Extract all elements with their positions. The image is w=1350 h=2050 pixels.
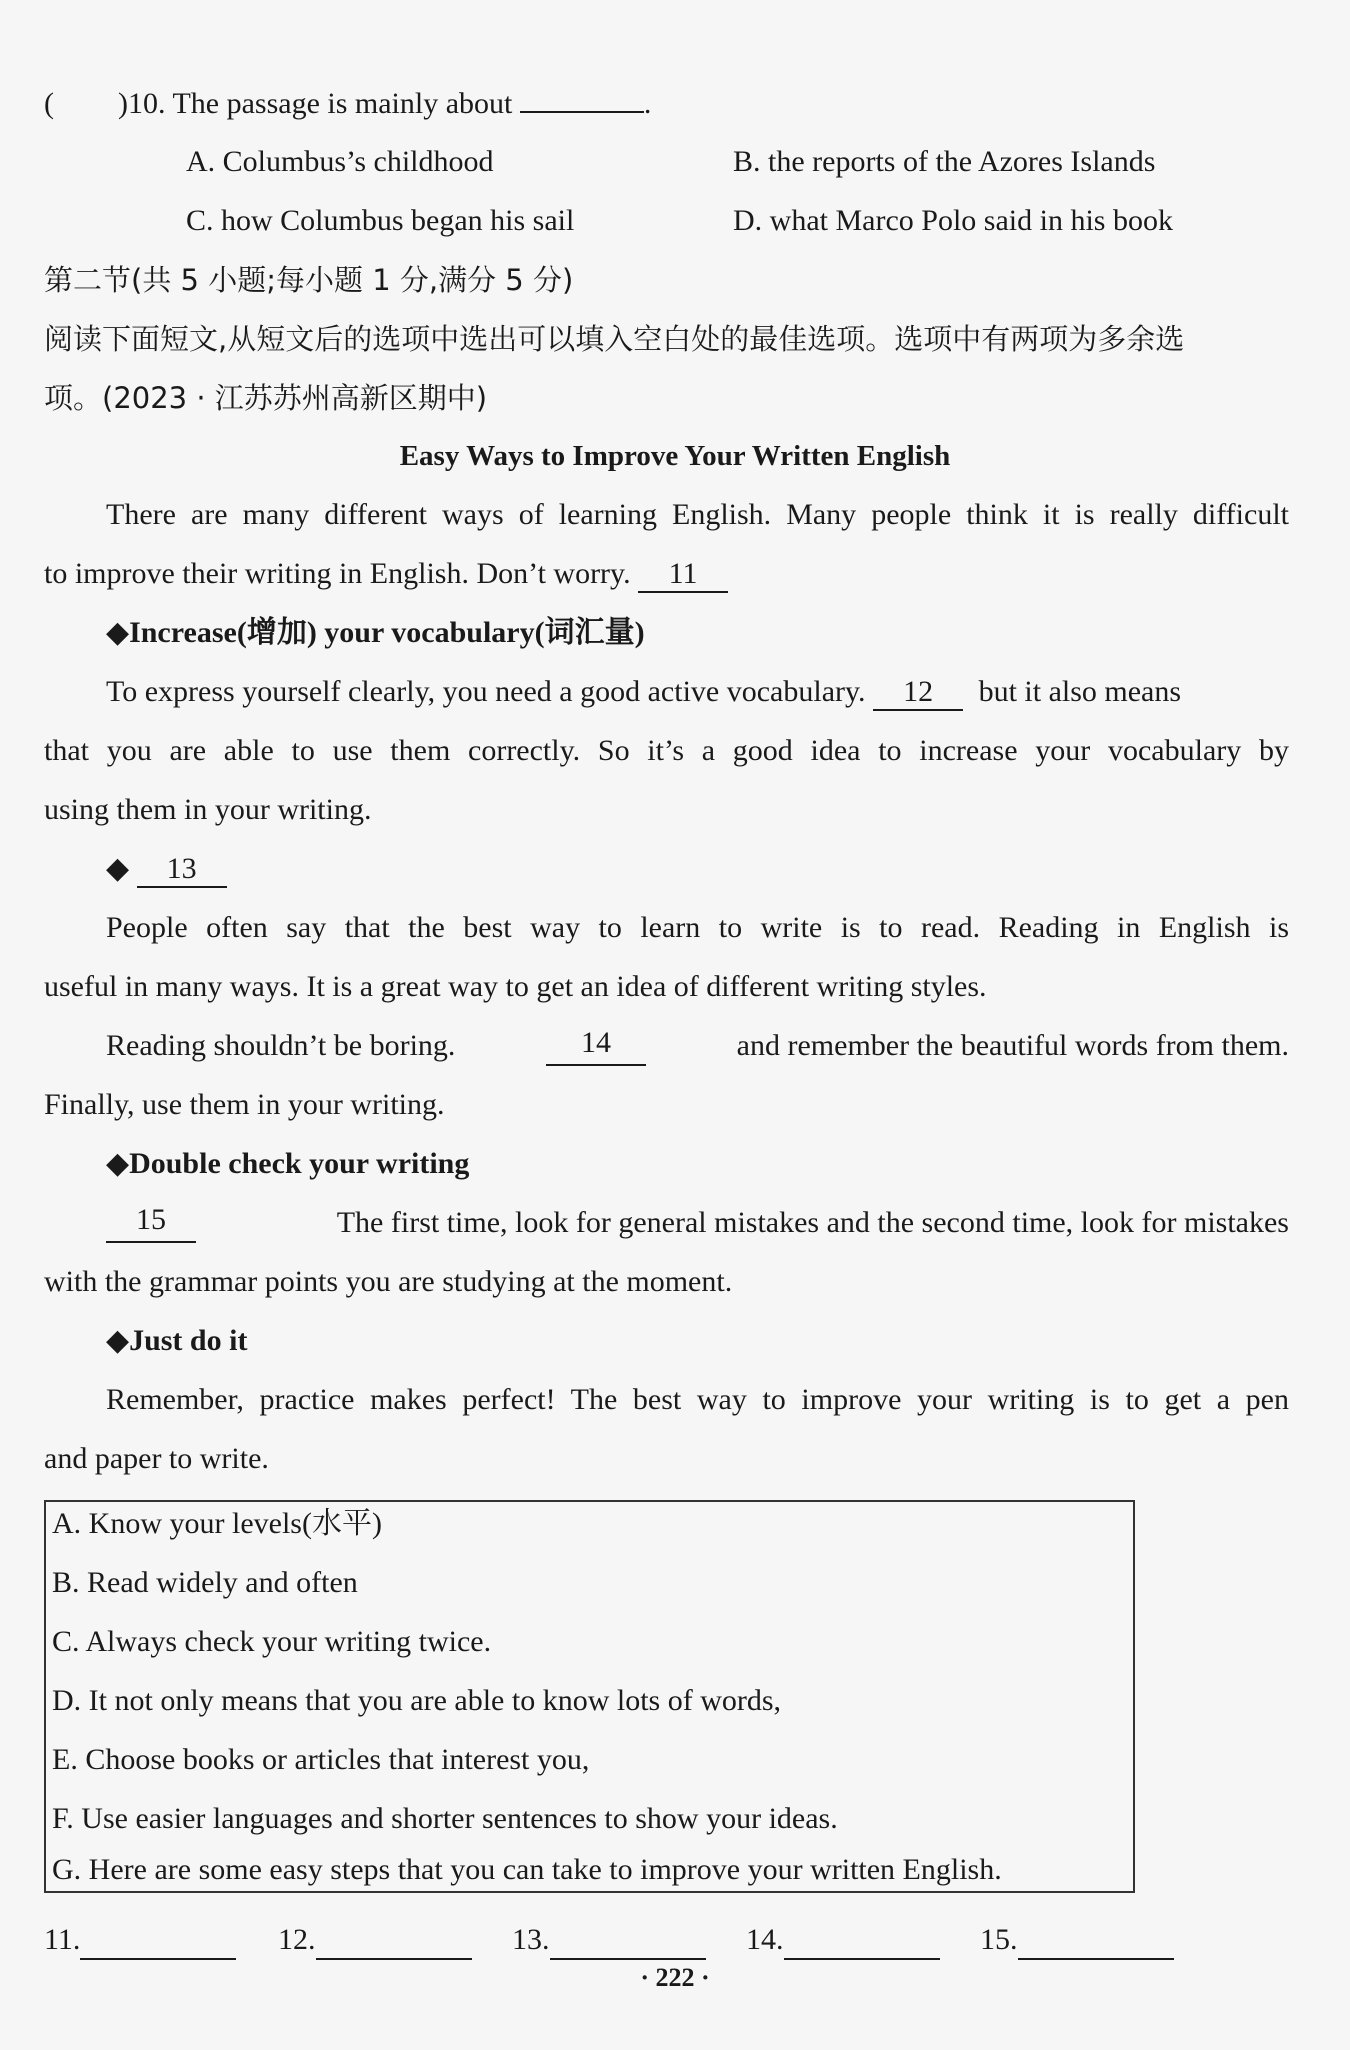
- blank-11: 11: [638, 557, 728, 593]
- answer-11: [44, 1920, 236, 1960]
- p6-line2: and paper to write.: [44, 1442, 269, 1475]
- q10-stem: )10. The passage is mainly about: [118, 87, 513, 120]
- p4-line1b: and remember the beautiful words from them.: [736, 1029, 1289, 1062]
- answer-13-field[interactable]: [550, 1928, 706, 1960]
- blank-15: 15: [106, 1203, 196, 1243]
- q10-option-c[interactable]: C. how Columbus began his sail: [186, 204, 575, 237]
- p2-line1a: To express yourself clearly, you need a good active vocabulary.: [106, 675, 866, 708]
- p2-line2: that you are able to use them correctly. So it’s a good idea to increase your vocabulary by: [44, 734, 1289, 767]
- q10-blank[interactable]: [520, 111, 644, 113]
- page-number: · 222 ·: [640, 1963, 710, 1992]
- p2-line3: using them in your writing.: [44, 793, 372, 826]
- p6-line1: Remember, practice makes perfect! The best way to improve your writing is to get a pen: [106, 1383, 1289, 1416]
- answer-13: [512, 1920, 706, 1960]
- choice-a[interactable]: A. Know your levels(水平): [52, 1507, 382, 1540]
- choice-g[interactable]: G. Here are some easy steps that you can take to improve your written English.: [52, 1853, 1002, 1886]
- answer-14-field[interactable]: [784, 1928, 940, 1960]
- choice-f[interactable]: F. Use easier languages and shorter sentences to show your ideas.: [52, 1802, 838, 1835]
- heading-13: [106, 849, 227, 889]
- choice-d[interactable]: D. It not only means that you are able to know lots of words,: [52, 1684, 782, 1717]
- p4-line1a: Reading shouldn’t be boring.: [106, 1029, 456, 1062]
- blank-13: 13: [137, 852, 227, 888]
- p1-line2-text: to improve their writing in English. Don’t worry.: [44, 557, 631, 590]
- q10-end: .: [643, 87, 652, 120]
- answer-12-label: 12.: [278, 1923, 316, 1956]
- section-instruction-2: 项。(2023 · 江苏苏州高新区期中): [44, 381, 488, 415]
- choice-b[interactable]: B. Read widely and often: [52, 1566, 358, 1599]
- answer-12: [278, 1920, 472, 1960]
- answer-12-field[interactable]: [316, 1928, 472, 1960]
- q10-option-a[interactable]: A. Columbus’s childhood: [186, 145, 494, 178]
- answer-15-field[interactable]: [1018, 1928, 1174, 1960]
- q10-option-d[interactable]: D. what Marco Polo said in his book: [733, 204, 1173, 237]
- q10-option-b[interactable]: B. the reports of the Azores Islands: [733, 145, 1156, 178]
- question-10: [44, 84, 651, 124]
- p1-line1: There are many different ways of learning English. Many people think it is really difficult: [106, 498, 1289, 531]
- answer-15: [980, 1920, 1174, 1960]
- choice-c[interactable]: C. Always check your writing twice.: [52, 1625, 492, 1658]
- p3-line1: People often say that the best way to learn to write is to read. Reading in English is: [106, 911, 1289, 944]
- blank-14: 14: [546, 1026, 646, 1066]
- choices-box: [44, 1500, 1135, 1893]
- p2-line1: [106, 672, 1181, 712]
- heading-13-diamond: ◆: [106, 852, 130, 885]
- p1-line2: [44, 554, 728, 594]
- q10-paren: (: [44, 87, 54, 120]
- p4-line2: Finally, use them in your writing.: [44, 1088, 445, 1121]
- p5-line2: with the grammar points you are studying at the moment.: [44, 1265, 733, 1298]
- answer-11-field[interactable]: [80, 1928, 236, 1960]
- answer-14-label: 14.: [746, 1923, 784, 1956]
- p4-line1: [106, 1026, 1289, 1066]
- blank-12: 12: [873, 675, 963, 711]
- p2-line1b: but it also means: [978, 675, 1182, 708]
- answer-15-label: 15.: [980, 1923, 1018, 1956]
- answer-13-label: 13.: [512, 1923, 550, 1956]
- heading-just-do-it: ◆Just do it: [106, 1324, 248, 1357]
- passage-title: Easy Ways to Improve Your Written English: [399, 440, 951, 472]
- section-instruction-1: 阅读下面短文,从短文后的选项中选出可以填入空白处的最佳选项。选项中有两项为多余选: [44, 322, 1185, 356]
- answer-11-label: 11.: [44, 1923, 81, 1956]
- answer-14: [746, 1920, 940, 1960]
- heading-vocabulary: ◆Increase(增加) your vocabulary(词汇量): [106, 616, 645, 649]
- p5-line1-text: The first time, look for general mistakes and the second time, look for mistakes: [336, 1206, 1289, 1239]
- section-heading: 第二节(共 5 小题;每小题 1 分,满分 5 分): [44, 263, 574, 297]
- heading-double-check: ◆Double check your writing: [106, 1147, 470, 1180]
- choice-e[interactable]: E. Choose books or articles that interest you,: [52, 1743, 590, 1776]
- p3-line2: useful in many ways. It is a great way to get an idea of different writing styles.: [44, 970, 987, 1003]
- p5-line1: [106, 1203, 1289, 1243]
